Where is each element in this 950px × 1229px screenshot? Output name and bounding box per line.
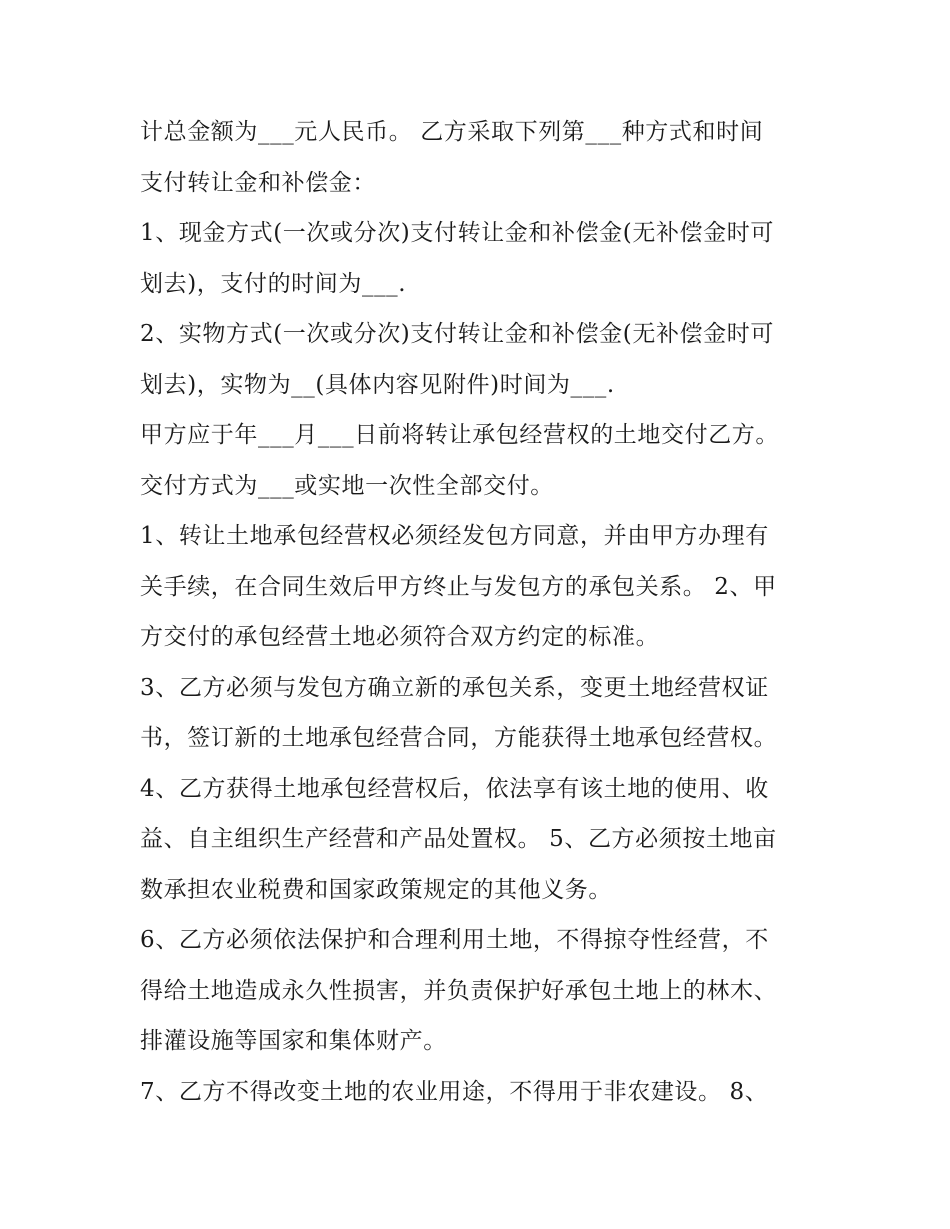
text-line: 4、乙方获得土地承包经营权后，依法享有该土地的使用、收 bbox=[140, 775, 769, 802]
text-line: 6、乙方必须依法保护和合理利用土地，不得掠夺性经营，不 bbox=[140, 927, 769, 953]
text-line: 书，签订新的土地承包经营合同，方能获得土地承包经营权。 bbox=[140, 725, 778, 751]
text-line: 益、自主组织生产经营和产品处置权。 5、乙方必须按土地亩 bbox=[140, 826, 777, 852]
text-line: 排灌设施等国家和集体财产。 bbox=[140, 1028, 447, 1054]
text-line: 方交付的承包经营土地必须符合双方约定的标准。 bbox=[140, 624, 660, 650]
text-line: 交付方式为___或实地一次性全部交付。 bbox=[140, 472, 554, 499]
text-line: 计总金额为___元人民币。 乙方采取下列第___种方式和时间 bbox=[140, 119, 764, 145]
text-line: 数承担农业税费和国家政策规定的其他义务。 bbox=[140, 876, 612, 903]
text-line: 关手续，在合同生效后甲方终止与发包方的承包关系。 2、甲 bbox=[140, 573, 777, 600]
text-line: 划去)，支付的时间为___. bbox=[140, 270, 407, 297]
text-line: 划去)，实物为__(具体内容见附件)时间为___. bbox=[140, 371, 615, 398]
text-line: 1、现金方式(一次或分次)支付转让金和补偿金(无补偿金时可 bbox=[140, 220, 774, 246]
text-line: 2、实物方式(一次或分次)支付转让金和补偿金(无补偿金时可 bbox=[140, 321, 774, 347]
text-line: 支付转让金和补偿金： bbox=[140, 169, 376, 196]
text-line: 1、转让土地承包经营权必须经发包方同意，并由甲方办理有 bbox=[140, 523, 769, 549]
text-line: 3、乙方必须与发包方确立新的承包关系，变更土地经营权证 bbox=[140, 674, 769, 701]
document-body bbox=[140, 107, 810, 1117]
text-line: 7、乙方不得改变土地的农业用途，不得用于非农建设。 8、 bbox=[140, 1078, 769, 1105]
text-line: 得给土地造成永久性损害，并负责保护好承包土地上的林木、 bbox=[140, 977, 778, 1004]
text-line: 甲方应于年___月___日前将转让承包经营权的土地交付乙方。 bbox=[140, 422, 779, 448]
